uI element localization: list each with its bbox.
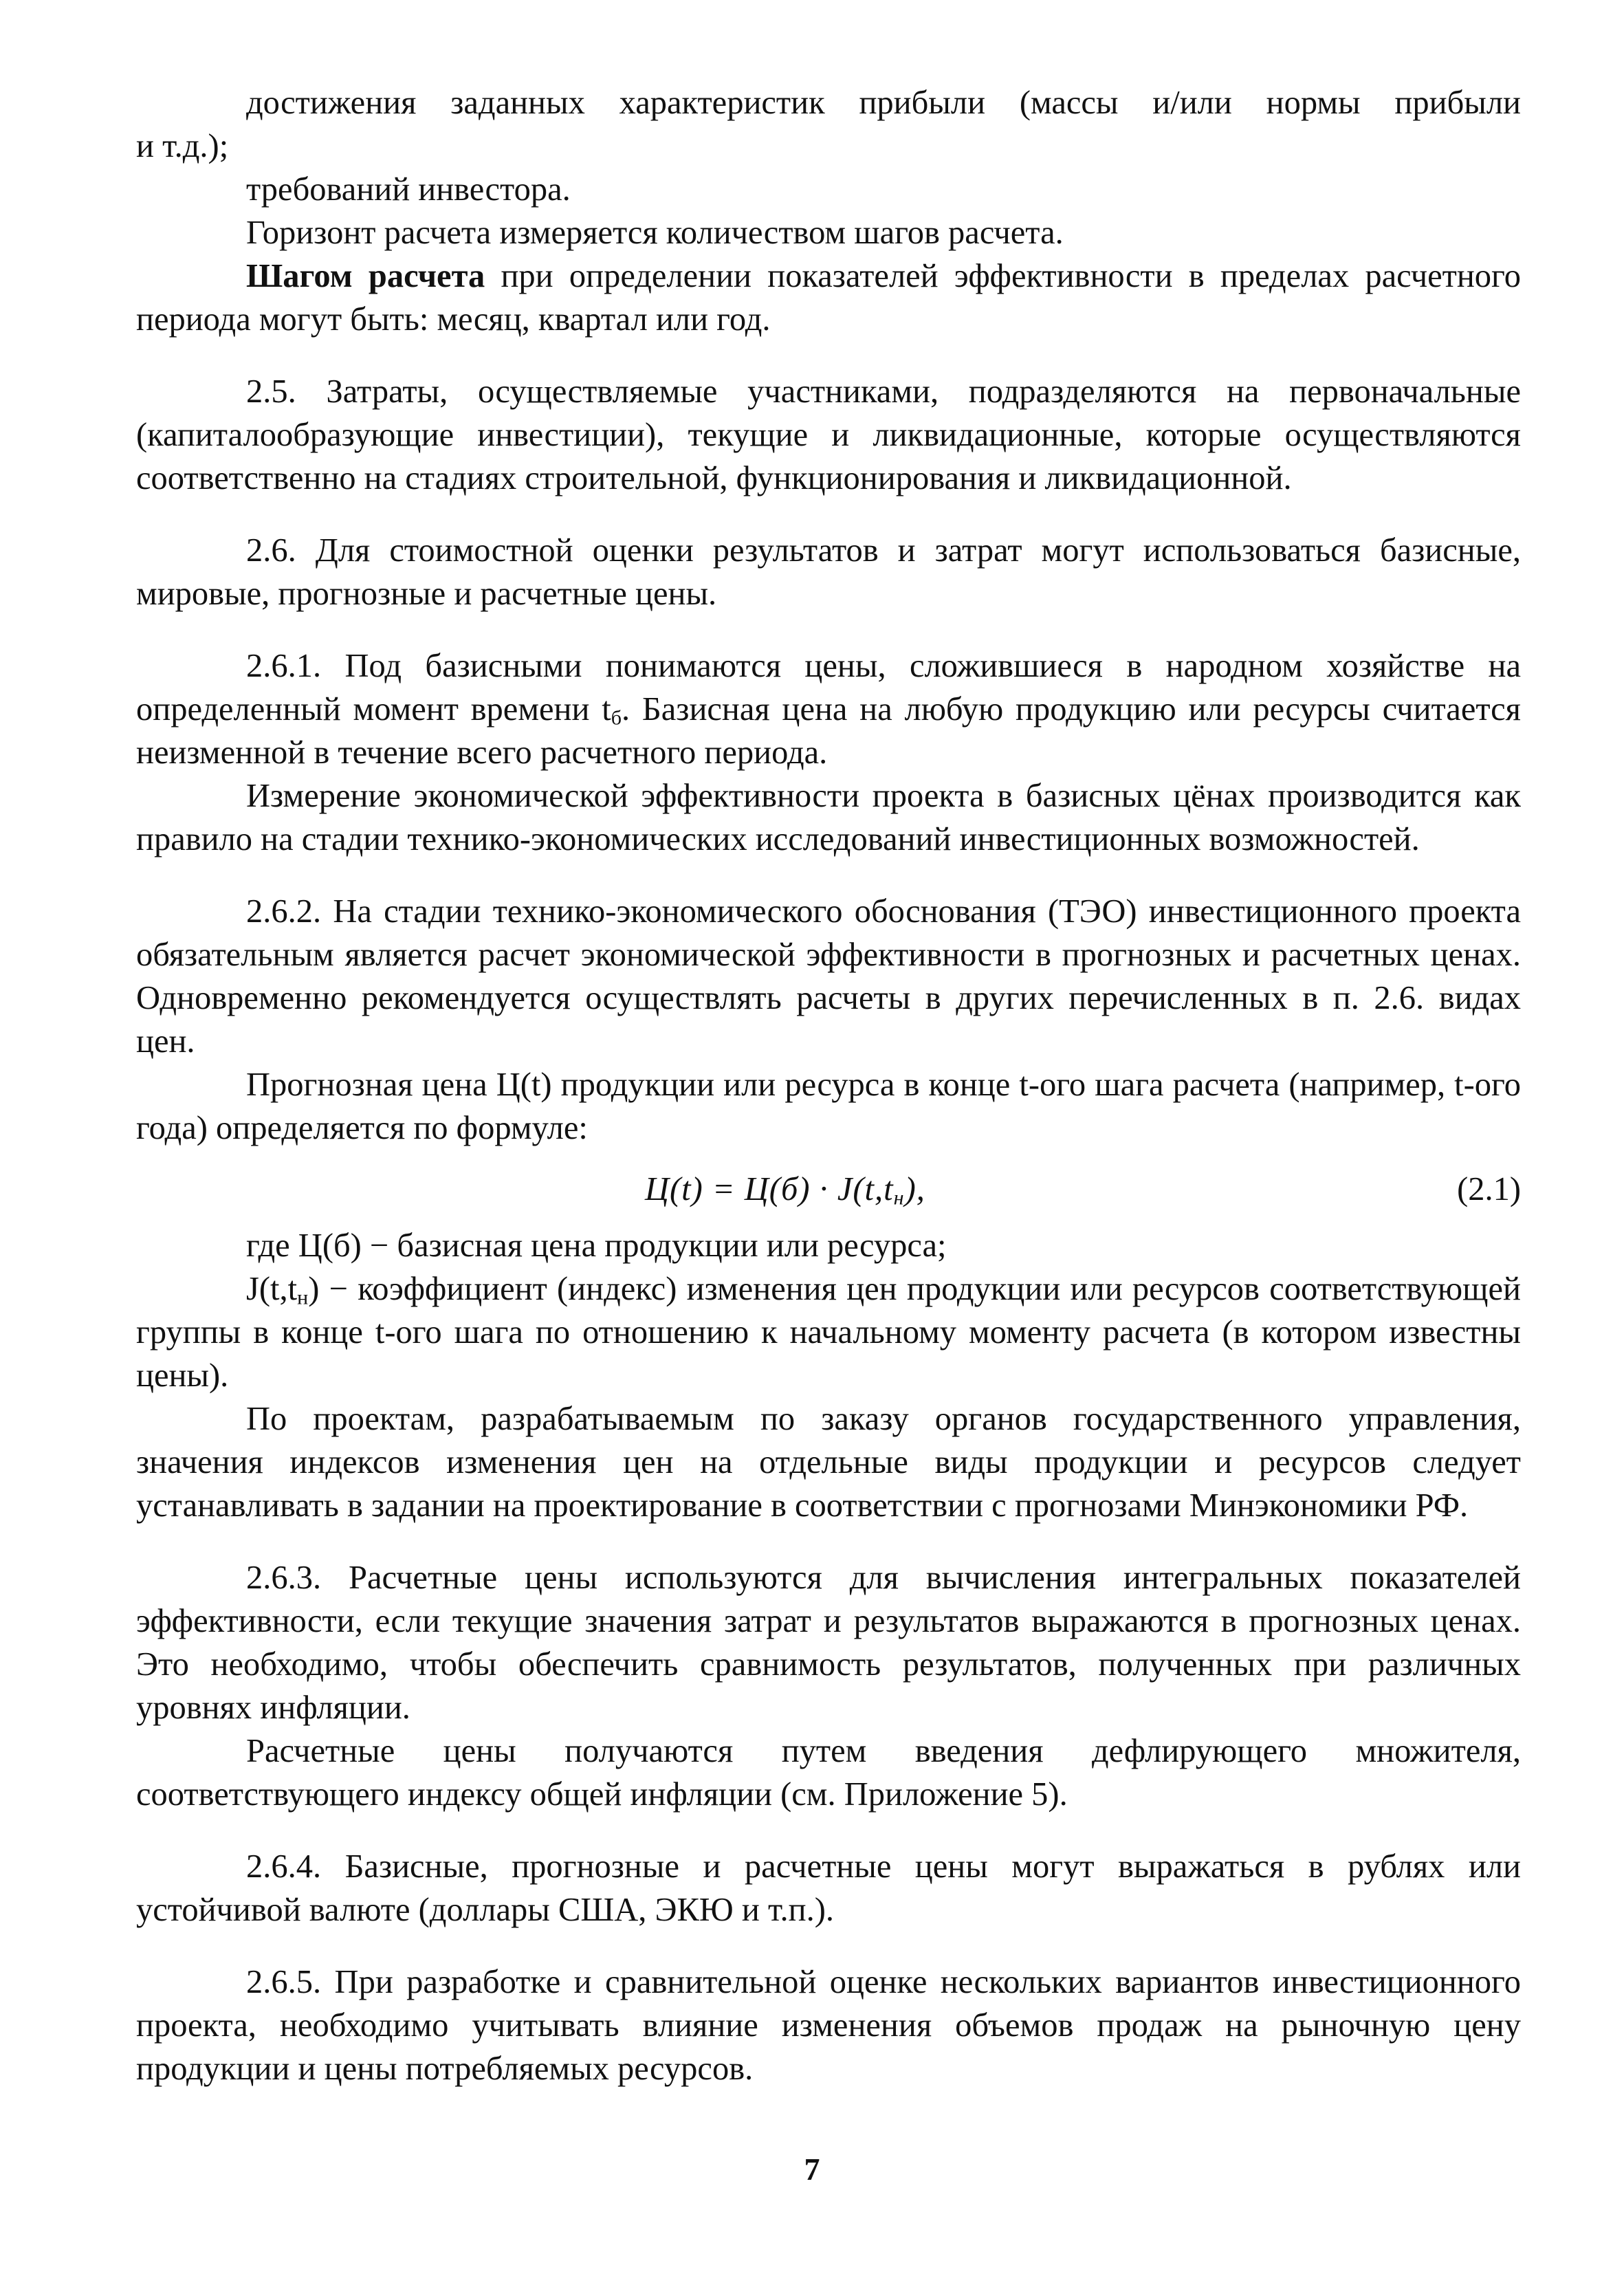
paragraph-where: где Ц(б) − базисная цена продукции или ресурса; [246, 1227, 947, 1264]
paragraph-continuation: достижения заданных характеристик прибыли (массы и/или нормы прибыли [246, 85, 1521, 121]
formula-2-1 [136, 1155, 1521, 1221]
page-number: 7 [804, 2152, 820, 2187]
paragraph-forecast-price: Прогнозная цена Ц(t) продукции или ресурса в конце t-ого шага расчета (например, t-ого года) определяется по формуле: [136, 1067, 1521, 1146]
body-text [136, 81, 1521, 2090]
paragraph-2-6-2: 2.6.2. На стадии технико-экономического обоснования (ТЭО) инвестиционного проекта обязательным является расчет экономической эффективности в прогнозных и расчетных ценах. Одновременно рекомендуется осуществлять расчеты в других перечисленных в п. 2.6. видах цен. [136, 893, 1521, 1060]
paragraph-2-6-1: 2.6.1. Под базисными понимаются цены, сложившиеся в народном хозяйстве на определенный момент времени $t_б$. Базисная цена на любую продукцию или ресурсы считается неизменной в течение всего расчетного периода. [136, 648, 1521, 771]
term-step: Шагом расчета [246, 258, 485, 294]
paragraph-step-text: при определении показателей эффективности в пределах расчетного периода могут быть: месяц, квартал или год. [136, 258, 1521, 338]
paragraph-2-6: 2.6. Для стоимостной оценки результатов и затрат могут использоваться базисные, мировые, прогнозные и расчетные цены. [136, 532, 1521, 612]
paragraph-horizon: Горизонт расчета измеряется количеством шагов расчета. [246, 215, 1064, 251]
paragraph-2-6-3: 2.6.3. Расчетные цены используются для вычисления интегральных показателей эффективности, если текущие значения затрат и результатов выражаются в прогнозных ценах. Это необходимо, чтобы обеспечить сравнимость результатов, полученных при различных уровнях инфляции. [136, 1560, 1521, 1726]
formula-number: (2.1) [1457, 1171, 1521, 1207]
paragraph-investor-requirements: требований инвестора. [246, 171, 571, 208]
paragraph-step [136, 254, 1521, 341]
subscript: б [611, 706, 622, 730]
paragraph-2-6-5: 2.6.5. При разработке и сравнительной оценке нескольких вариантов инвестиционного проекта, необходимо учитывать влияние изменения объемов продаж на рыночную цену продукции и цены потребляемых ресурсов. [136, 1964, 1521, 2087]
paragraph-government-projects: По проектам, разрабатываемым по заказу органов государственного управления, значения индексов изменения цен на отдельные виды продукции и ресурсов следует устанавливать в задании на проектирование в соответствии с прогнозами Минэкономики РФ. [136, 1401, 1521, 1524]
paragraph-base-prices-measure: Измерение экономической эффективности проекта в базисных цёнах производится как правило на стадии технико-экономических исследований инвестиционных возможностей. [136, 778, 1521, 857]
formula-expression: $Ц(t) = Ц(б) \cdot J(t,t_н)$, [645, 1171, 925, 1210]
paragraph-2-6-4: 2.6.4. Базисные, прогнозные и расчетные цены могут выражаться в рублях или устойчивой валюте (доллары США, ЭКЮ и т.п.). [136, 1848, 1521, 1928]
paragraph-2-5: 2.5. Затраты, осуществляемые участниками, подразделяются на первоначальные (капиталообразующие инвестиции), текущие и ликвидационные, которые осуществляются соответственно на стадиях строительной, функционирования и ликвидационной. [136, 373, 1521, 496]
paragraph-deflator: Расчетные цены получаются путем введения дефлирующего множителя, соответствующего индексу общей инфляции (см. Приложение 5). [136, 1733, 1521, 1813]
paragraph-index-definition: $J(t,t_н)$ − коэффициент (индекс) изменения цен продукции или ресурсов соответствующей группы в конце t-ого шага по отношению к начальному моменту расчета (в котором известны цены). [136, 1271, 1521, 1394]
paragraph-continuation-end: и т.д.); [136, 128, 229, 164]
